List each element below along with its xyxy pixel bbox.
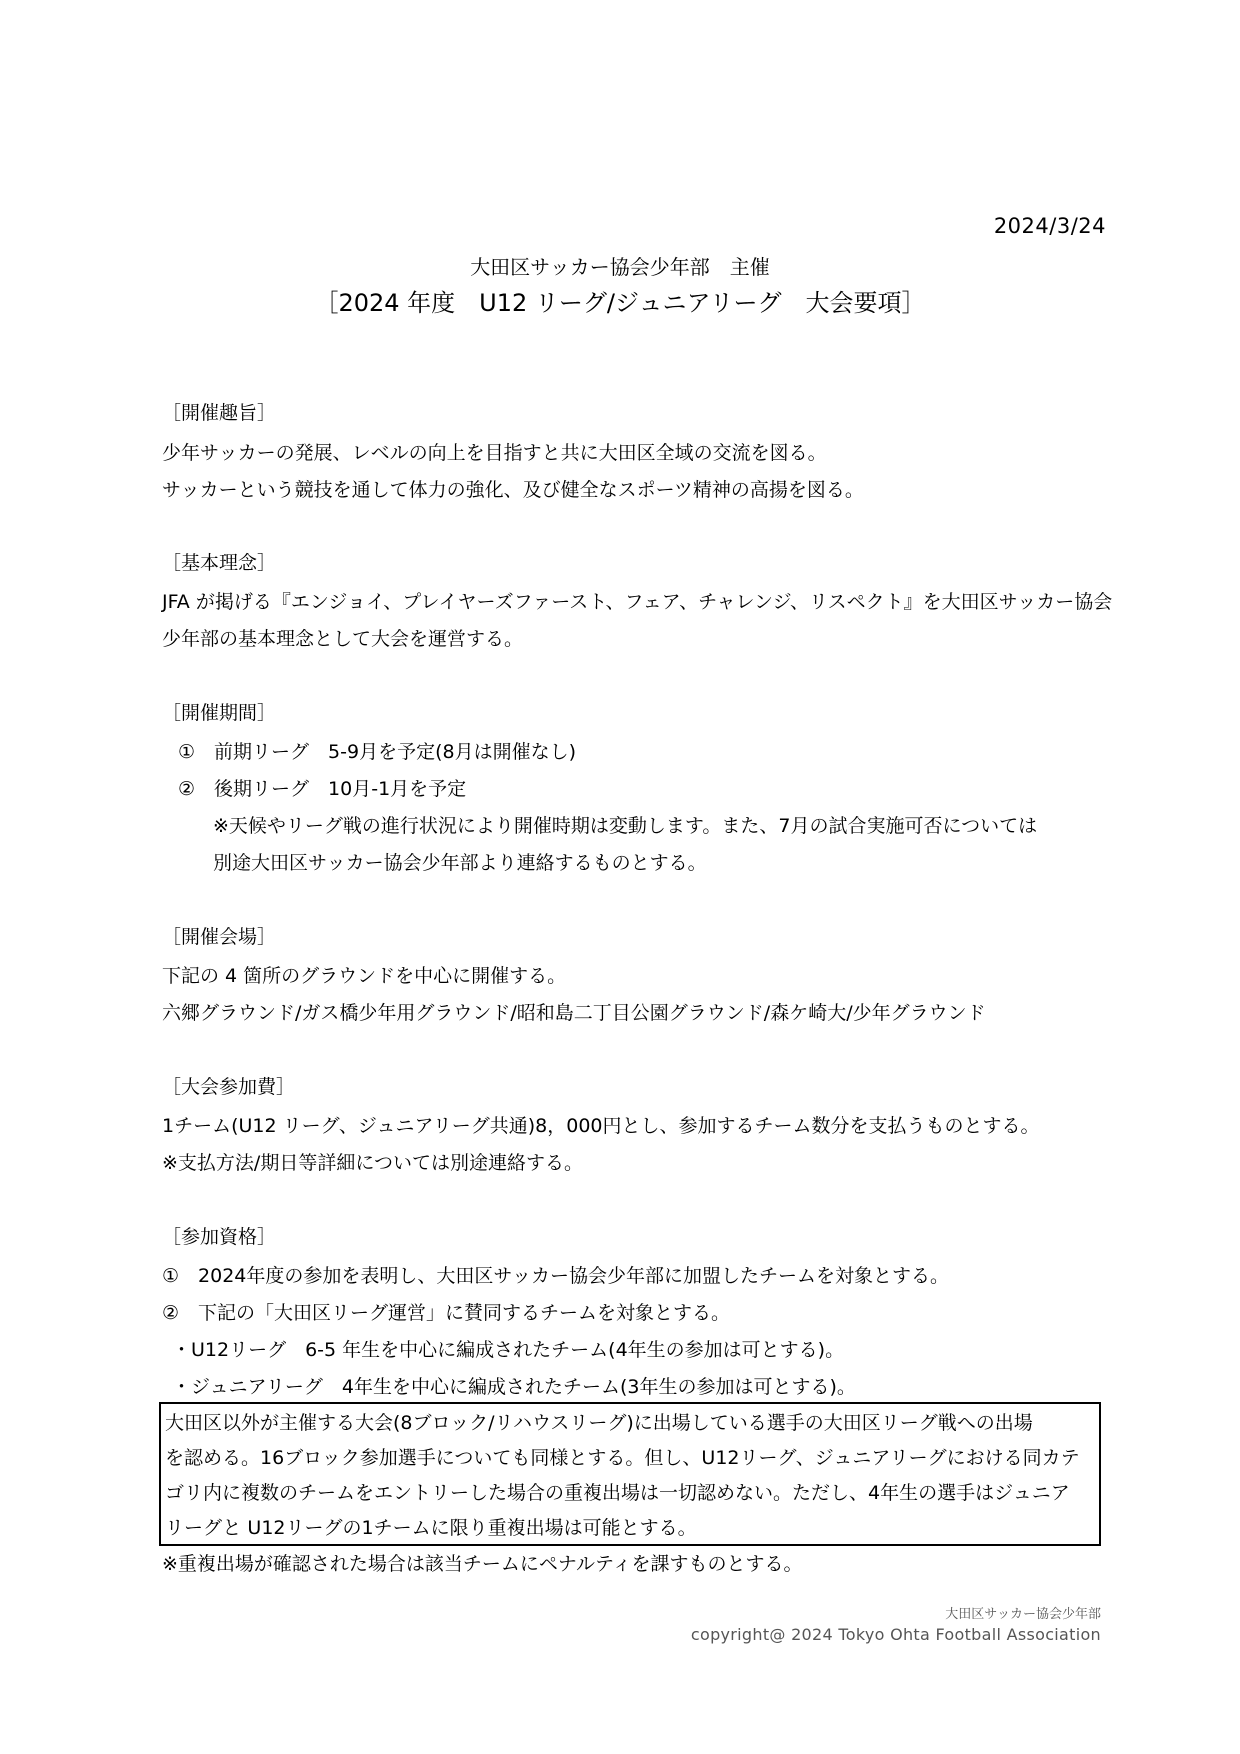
notice-line-1: 大田区以外が主催する大会(8ブロック/リハウスリーグ)に出場している選手の大田区リーグ戦への出場 — [165, 1412, 1033, 1434]
venue-line-2: 六郷グラウンド/ガス橋少年用グラウンド/昭和島二丁目公園グラウンド/森ケ崎大/少年グラウンド — [162, 1002, 986, 1024]
notice-line-4: リーグと U12リーグの1チームに限り重複出場は可能とする。 — [165, 1517, 697, 1539]
purpose-line-2: サッカーという競技を通して体力の強化、及び健全なスポーツ精神の高揚を図る。 — [162, 479, 864, 501]
period-item-2: ② 後期リーグ 10月-1月を予定 — [178, 778, 467, 800]
eligibility-item-1: ① 2024年度の参加を表明し、大田区サッカー協会少年部に加盟したチームを対象とする。 — [162, 1265, 950, 1287]
section-heading-philosophy: ［基本理念］ — [162, 552, 277, 574]
document-title: ［2024 年度 U12 リーグ/ジュニアリーグ 大会要項］ — [314, 289, 926, 317]
philosophy-line-2: 少年部の基本理念として大会を運営する。 — [162, 628, 524, 650]
eligibility-item-2: ② 下記の「大田区リーグ運営」に賛同するチームを対象とする。 — [162, 1302, 731, 1324]
notice-line-2: を認める。16ブロック参加選手についても同様とする。但し、U12リーグ、ジュニアリーグにおける同カテ — [165, 1447, 1080, 1469]
document-date: 2024/3/24 — [993, 214, 1106, 238]
section-heading-period: ［開催期間］ — [162, 702, 277, 724]
eligibility-sub-item-2: ・ジュニアリーグ 4年生を中心に編成されたチーム(3年生の参加は可とする)。 — [172, 1376, 856, 1398]
organizer-line: 大田区サッカー協会少年部 主催 — [470, 255, 770, 279]
notice-line-3: ゴリ内に複数のチームをエントリーした場合の重複出場は一切認めない。ただし、4年生の選手はジュニア — [165, 1482, 1070, 1504]
section-heading-fee: ［大会参加費］ — [162, 1076, 296, 1098]
period-item-1: ① 前期リーグ 5-9月を予定(8月は開催なし) — [178, 741, 576, 763]
eligibility-sub-item-1: ・U12リーグ 6-5 年生を中心に編成されたチーム(4年生の参加は可とする)。 — [172, 1339, 845, 1361]
section-heading-eligibility: ［参加資格］ — [162, 1226, 277, 1248]
period-note-1: ※天候やリーグ戦の進行状況により開催時期は変動します。また、7月の試合実施可否については — [213, 815, 1038, 837]
period-note-2: 別途大田区サッカー協会少年部より連絡するものとする。 — [213, 852, 707, 874]
penalty-note: ※重複出場が確認された場合は該当チームにペナルティを課すものとする。 — [162, 1553, 803, 1575]
fee-line-2: ※支払方法/期日等詳細については別途連絡する。 — [162, 1152, 583, 1174]
duplicate-participation-notice-box — [159, 1402, 1101, 1546]
fee-line-1: 1チーム(U12 リーグ、ジュニアリーグ共通)8，000円とし、参加するチーム数分を支払うものとする。 — [162, 1115, 1040, 1137]
footer-copyright: copyright@ 2024 Tokyo Ohta Football Association — [690, 1625, 1101, 1644]
footer-organization: 大田区サッカー協会少年部 — [945, 1607, 1101, 1622]
purpose-line-1: 少年サッカーの発展、レベルの向上を目指すと共に大田区全域の交流を図る。 — [162, 442, 827, 464]
philosophy-line-1: JFA が掲げる『エンジョイ、プレイヤーズファースト、フェア、チャレンジ、リスペクト』を大田区サッカー協会 — [162, 591, 1113, 613]
section-heading-purpose: ［開催趣旨］ — [162, 402, 277, 424]
section-heading-venue: ［開催会場］ — [162, 926, 277, 948]
venue-line-1: 下記の 4 箇所のグラウンドを中心に開催する。 — [162, 965, 567, 987]
